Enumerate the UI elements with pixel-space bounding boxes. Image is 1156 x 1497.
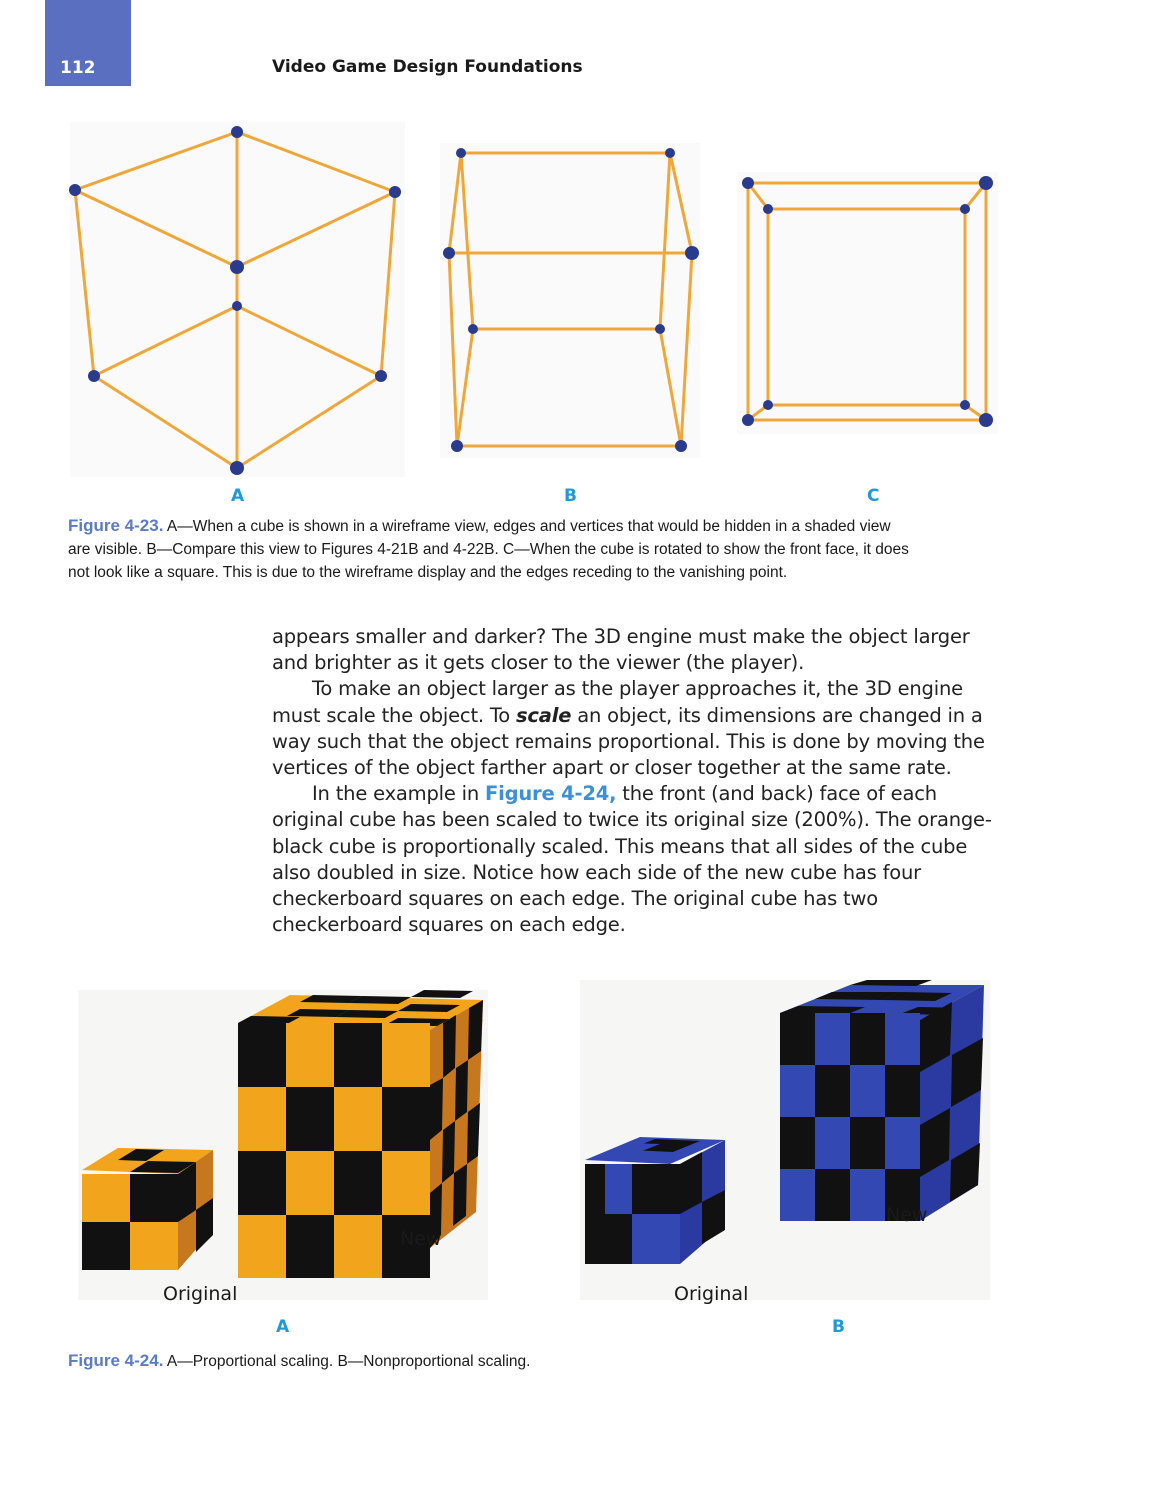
figure-4-23-caption-line-2: are visible. B—Compare this view to Figures 4-21B and 4-22B. C—When the cube is rotated to show the front face, it does (68, 541, 909, 558)
figure-4-23-panel-label-c: C (867, 486, 880, 506)
figure-4-23-caption-ref: Figure 4-23. (68, 516, 164, 535)
page-number: 112 (60, 58, 96, 78)
running-title: Video Game Design Foundations (272, 57, 583, 77)
body-paragraph-3 (272, 781, 1002, 938)
figure-4-24-a-label-new: New (400, 1228, 442, 1250)
figure-4-24-a-label-original: Original (163, 1283, 238, 1305)
figure-4-23-caption-line-1: A—When a cube is shown in a wireframe view, edges and vertices that would be hidden in a shaded view (166, 518, 891, 535)
figure-4-24-b-label-original: Original (674, 1283, 749, 1305)
original-orange-cube (82, 1148, 213, 1270)
body-paragraph-3-start: In the example in (312, 782, 486, 806)
figure-4-23-panel-label-a: A (231, 486, 245, 506)
body-text (272, 624, 1002, 938)
figure-4-23-caption-line-3: not look like a square. This is due to the wireframe display and the edges receding to the vanishing point. (68, 564, 788, 581)
term-scale: scale (516, 703, 572, 727)
body-paragraph-2-end: an object, its dimensions are changed in a way such that the object remains proportional. This is done by moving the vertices of the object farther apart or closer together at the same rate. (272, 703, 985, 780)
figure-4-23-caption (68, 514, 1068, 584)
figure-4-23-b-wireframe-cube (435, 143, 705, 463)
figure-4-23-c-wireframe-cube (735, 172, 1000, 437)
body-paragraph-2-start: To make an object larger as the player approaches it, the 3D engine must scale the object. To (272, 677, 963, 727)
figure-4-24-b-nonproportional-scaling (580, 980, 990, 1300)
figure-4-23-panel-label-b: B (564, 486, 577, 506)
new-orange-cube (238, 990, 483, 1278)
figure-4-24-caption-text: A—Proportional scaling. B—Nonproportional scaling. (166, 1353, 531, 1370)
body-paragraph-1: appears smaller and darker? The 3D engine must make the object larger and brighter as it gets closer to the viewer (the player). (272, 625, 970, 675)
figure-4-24-link[interactable]: Figure 4-24, (485, 782, 617, 806)
figure-4-24-caption-ref: Figure 4-24. (68, 1351, 164, 1370)
figure-4-24-caption (68, 1349, 968, 1373)
figure-4-24-a-proportional-scaling (78, 990, 488, 1300)
figure-4-24-panel-label-a: A (276, 1317, 290, 1337)
body-paragraph-2 (272, 676, 1002, 781)
body-paragraph-3-end: the front (and back) face of each original cube has been scaled to twice its original size (200%). The orange-black cube is proportionally scaled. This means that all sides of the cube also doubled in size. Notice how each side of the new cube has four checkerboard squares on each edge. The original cube has two checkerboard squares on each edge. (272, 782, 992, 937)
figure-4-24-panel-label-b: B (832, 1317, 845, 1337)
figure-4-24-b-label-new: New (886, 1204, 928, 1226)
new-blue-cube (780, 980, 984, 1221)
figure-4-23-a-wireframe-cube (65, 122, 410, 482)
